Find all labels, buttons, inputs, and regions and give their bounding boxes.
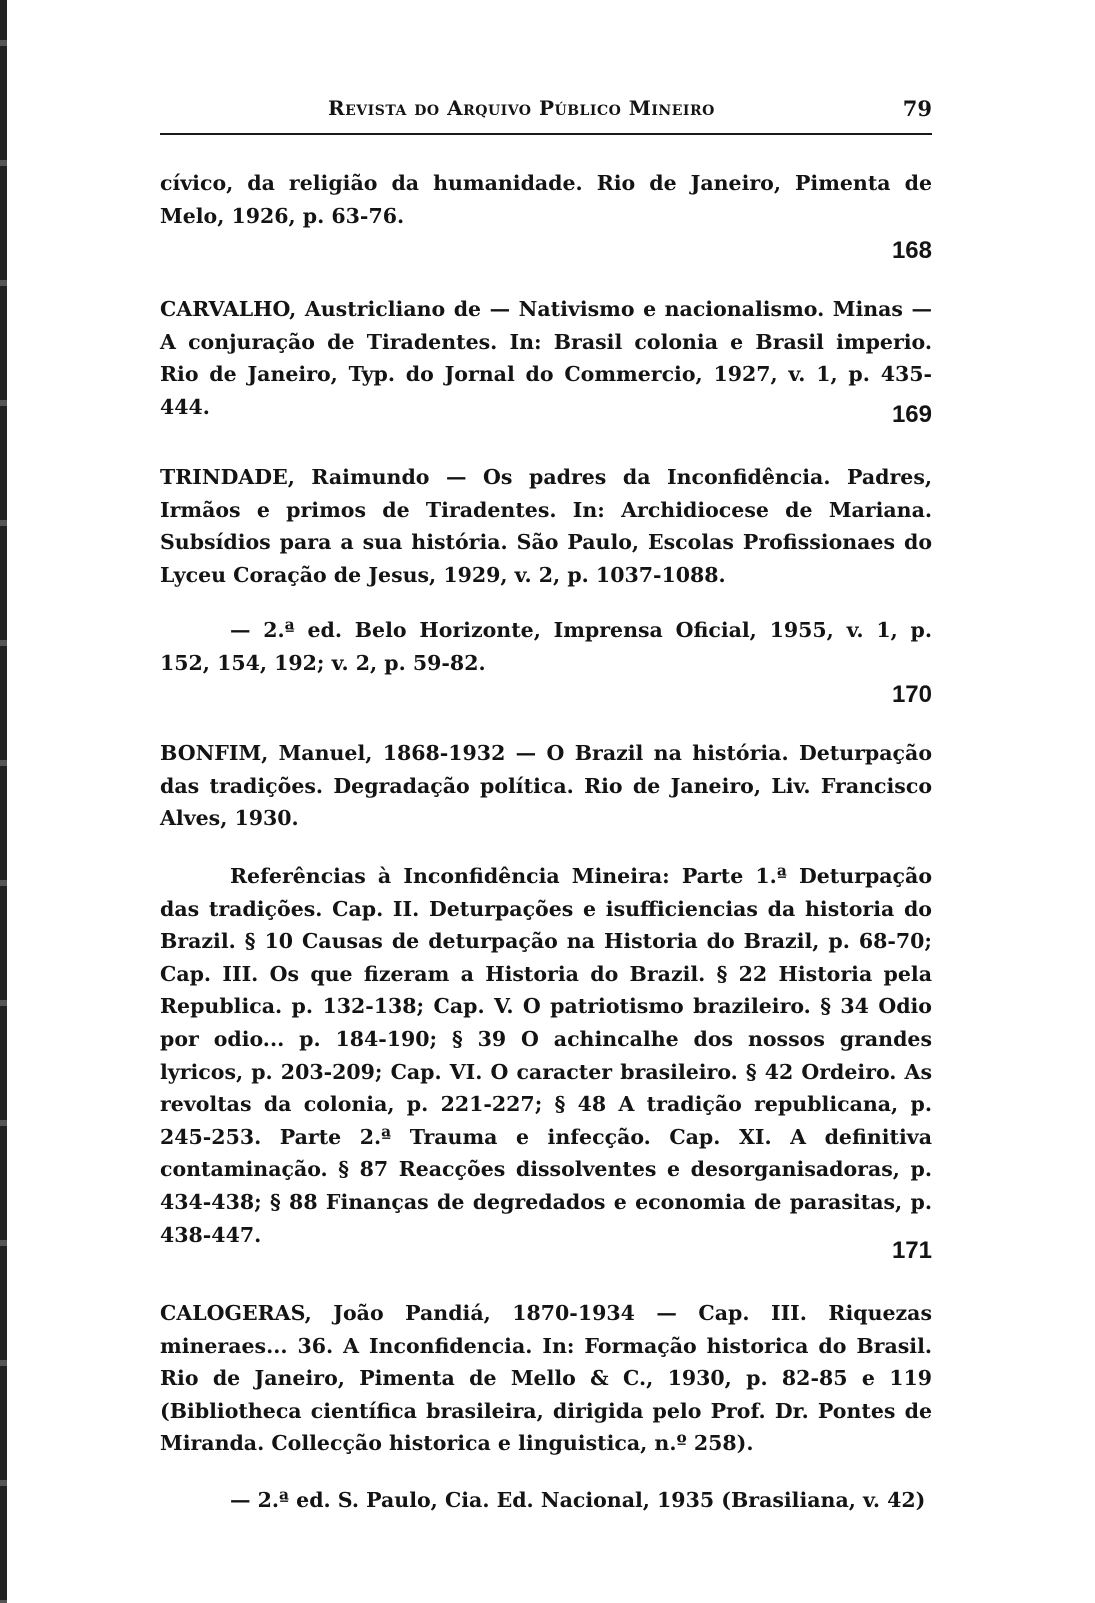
entry-170-text: BONFIM, Manuel, 1868-1932 — O Brazil na história. Deturpação das tradições. Degradação política. Rio de Janeiro, Liv. Francisco Alves, 1930. [160, 741, 932, 831]
entry-169-text: TRINDADE, Raimundo — Os padres da Inconfidência. Padres, Irmãos e primos de Tiradentes. In: Archidiocese de Mariana. Subsídios para a sua história. São Paulo, Escolas Profissionaes do Lyceu Coração de Jesus, 1929, v. 2, p. 1037-1088. [160, 465, 932, 587]
entry-number-168: 168 [891, 237, 932, 264]
entry-168-text: CARVALHO, Austricliano de — Nativismo e nacionalismo. Minas — A conjuração de Tiradentes. In: Brasil colonia e Brasil imperio. Rio de Janeiro, Typ. do Jornal do Commercio, 1927, v. 1, p. 435-444. [160, 297, 932, 419]
entry-167-continuation: cívico, da religião da humanidade. Rio de Janeiro, Pimenta de Melo, 1926, p. 63-76. [160, 171, 932, 228]
entry-169-note: — 2.ª ed. Belo Horizonte, Imprensa Oficial, 1955, v. 1, p. 152, 154, 192; v. 2, p. 59-82. [160, 618, 932, 675]
entry-170-note: Referências à Inconfidência Mineira: Parte 1.ª Deturpação das tradições. Cap. II. Deturpações e isufficiencias da historia do Brazil. § 10 Causas de deturpação na Historia do Brazil, p. 68-70; Cap. III. Os que fizeram a Historia do Brazil. § 22 Historia pela Republica. p. 132-138; Cap. V. O patriotismo brazileiro. § 34 Odio por odio... p. 184-190; § 39 O achincalhe dos nossos grandes lyricos, p. 203-209; Cap. VI. O caracter brasileiro. § 42 Ordeiro. As revoltas da colonia, p. 221-227; § 48 A tradição republicana, p. 245-253. Parte 2.ª Trauma e infecção. Cap. XI. A definitiva contaminação. § 87 Reacções dissolventes e desorganisadoras, p. 434-438; § 88 Finanças de degredados e economia de parasitas, p. 438-447. [160, 864, 932, 1247]
header-rule [160, 133, 932, 135]
journal-title: Revista do Arquivo Público Mineiro [328, 96, 715, 120]
running-header [160, 96, 932, 130]
entry-171-note: — 2.ª ed. S. Paulo, Cia. Ed. Nacional, 1935 (Brasiliana, v. 42) [230, 1488, 926, 1512]
entry-number-169: 169 [891, 401, 932, 428]
entry-number-171: 171 [891, 1237, 932, 1264]
entry-number-170: 170 [891, 681, 932, 708]
entry-171-text: CALOGERAS, João Pandiá, 1870-1934 — Cap. III. Riquezas mineraes... 36. A Inconfidencia. In: Formação historica do Brasil. Rio de Janeiro, Pimenta de Mello & C., 1930, p. 82-85 e 119 (Bibliotheca científica brasileira, dirigida pelo Prof. Dr. Pontes de Miranda. Collecção historica e linguistica, n.º 258). [160, 1301, 932, 1456]
page-number: 79 [902, 96, 932, 121]
